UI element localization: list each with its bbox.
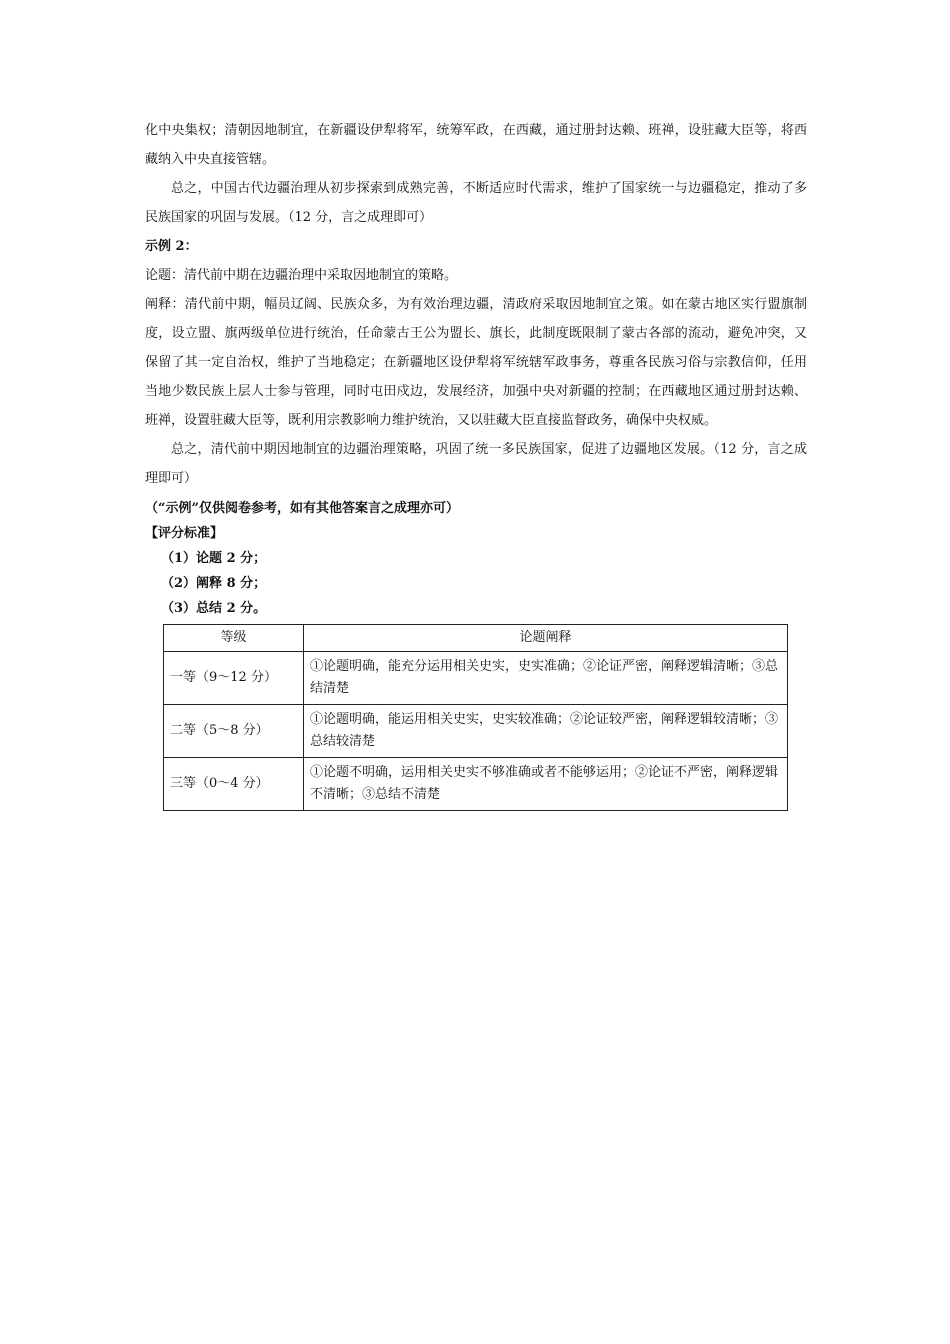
criteria-cell: ①论题不明确，运用相关史实不够准确或者不能够运用；②论证不严密，阐释逻辑不清晰；③总结不清楚 xyxy=(304,758,788,811)
criteria-cell: ①论题明确，能充分运用相关史实，史实准确；②论证严密，阐释逻辑清晰；③总结清楚 xyxy=(304,652,788,705)
table-row xyxy=(164,758,788,811)
table-row xyxy=(164,652,788,705)
example-2-conclusion: 总之，清代前中期因地制宜的边疆治理策略，巩固了统一多民族国家，促进了边疆地区发展。（12 分，言之成理即可） xyxy=(145,442,807,486)
scoring-item-thesis: （1）论题 2 分； xyxy=(161,551,267,566)
scoring-item-elaboration: （2）阐释 8 分； xyxy=(161,576,267,591)
criteria-cell: ①论题明确，能运用相关史实，史实较准确；②论证较严密，阐释逻辑较清晰；③总结较清楚 xyxy=(304,705,788,758)
example-2-elaboration: 阐释：清代前中期，幅员辽阔、民族众多，为有效治理边疆，清政府采取因地制宜之策。如在蒙古地区实行盟旗制度，设立盟、旗两级单位进行统治，任命蒙古王公为盟长、旗长，此制度既限制了蒙古各部的流动，避免冲突，又保留了其一定自治权，维护了当地稳定；在新疆地区设伊犁将军统辖军政事务，尊重各民族习俗与宗教信仰，任用当地少数民族上层人士参与管理，同时屯田戍边，发展经济，加强中央对新疆的控制；在西藏地区通过册封达赖、班禅，设置驻藏大臣等，既利用宗教影响力维护统治，又以驻藏大臣直接监督政务，确保中央权威。 xyxy=(145,297,807,428)
grade-cell: 三等（0～4 分） xyxy=(164,758,304,811)
document-content xyxy=(145,116,807,811)
example-2-heading: 示例 2： xyxy=(145,239,198,254)
scoring-heading: 【评分标准】 xyxy=(145,526,224,541)
grade-cell: 一等（9～12 分） xyxy=(164,652,304,705)
table-row xyxy=(164,705,788,758)
header-grade: 等级 xyxy=(164,625,304,652)
table-header-row xyxy=(164,625,788,652)
header-criteria: 论题阐释 xyxy=(304,625,788,652)
grading-table xyxy=(163,624,788,811)
paragraph-continuation: 化中央集权；清朝因地制宜，在新疆设伊犁将军，统筹军政，在西藏，通过册封达赖、班禅，设驻藏大臣等，将西藏纳入中央直接管辖。 xyxy=(145,123,807,167)
grade-cell: 二等（5～8 分） xyxy=(164,705,304,758)
example-2-thesis: 论题：清代前中期在边疆治理中采取因地制宜的策略。 xyxy=(145,268,458,283)
reference-note: （“示例”仅供阅卷参考，如有其他答案言之成理亦可） xyxy=(145,501,459,516)
paragraph-summary-1: 总之，中国古代边疆治理从初步探索到成熟完善，不断适应时代需求，维护了国家统一与边疆稳定，推动了多民族国家的巩固与发展。（12 分，言之成理即可） xyxy=(145,181,807,225)
scoring-item-summary: （3）总结 2 分。 xyxy=(161,601,267,616)
